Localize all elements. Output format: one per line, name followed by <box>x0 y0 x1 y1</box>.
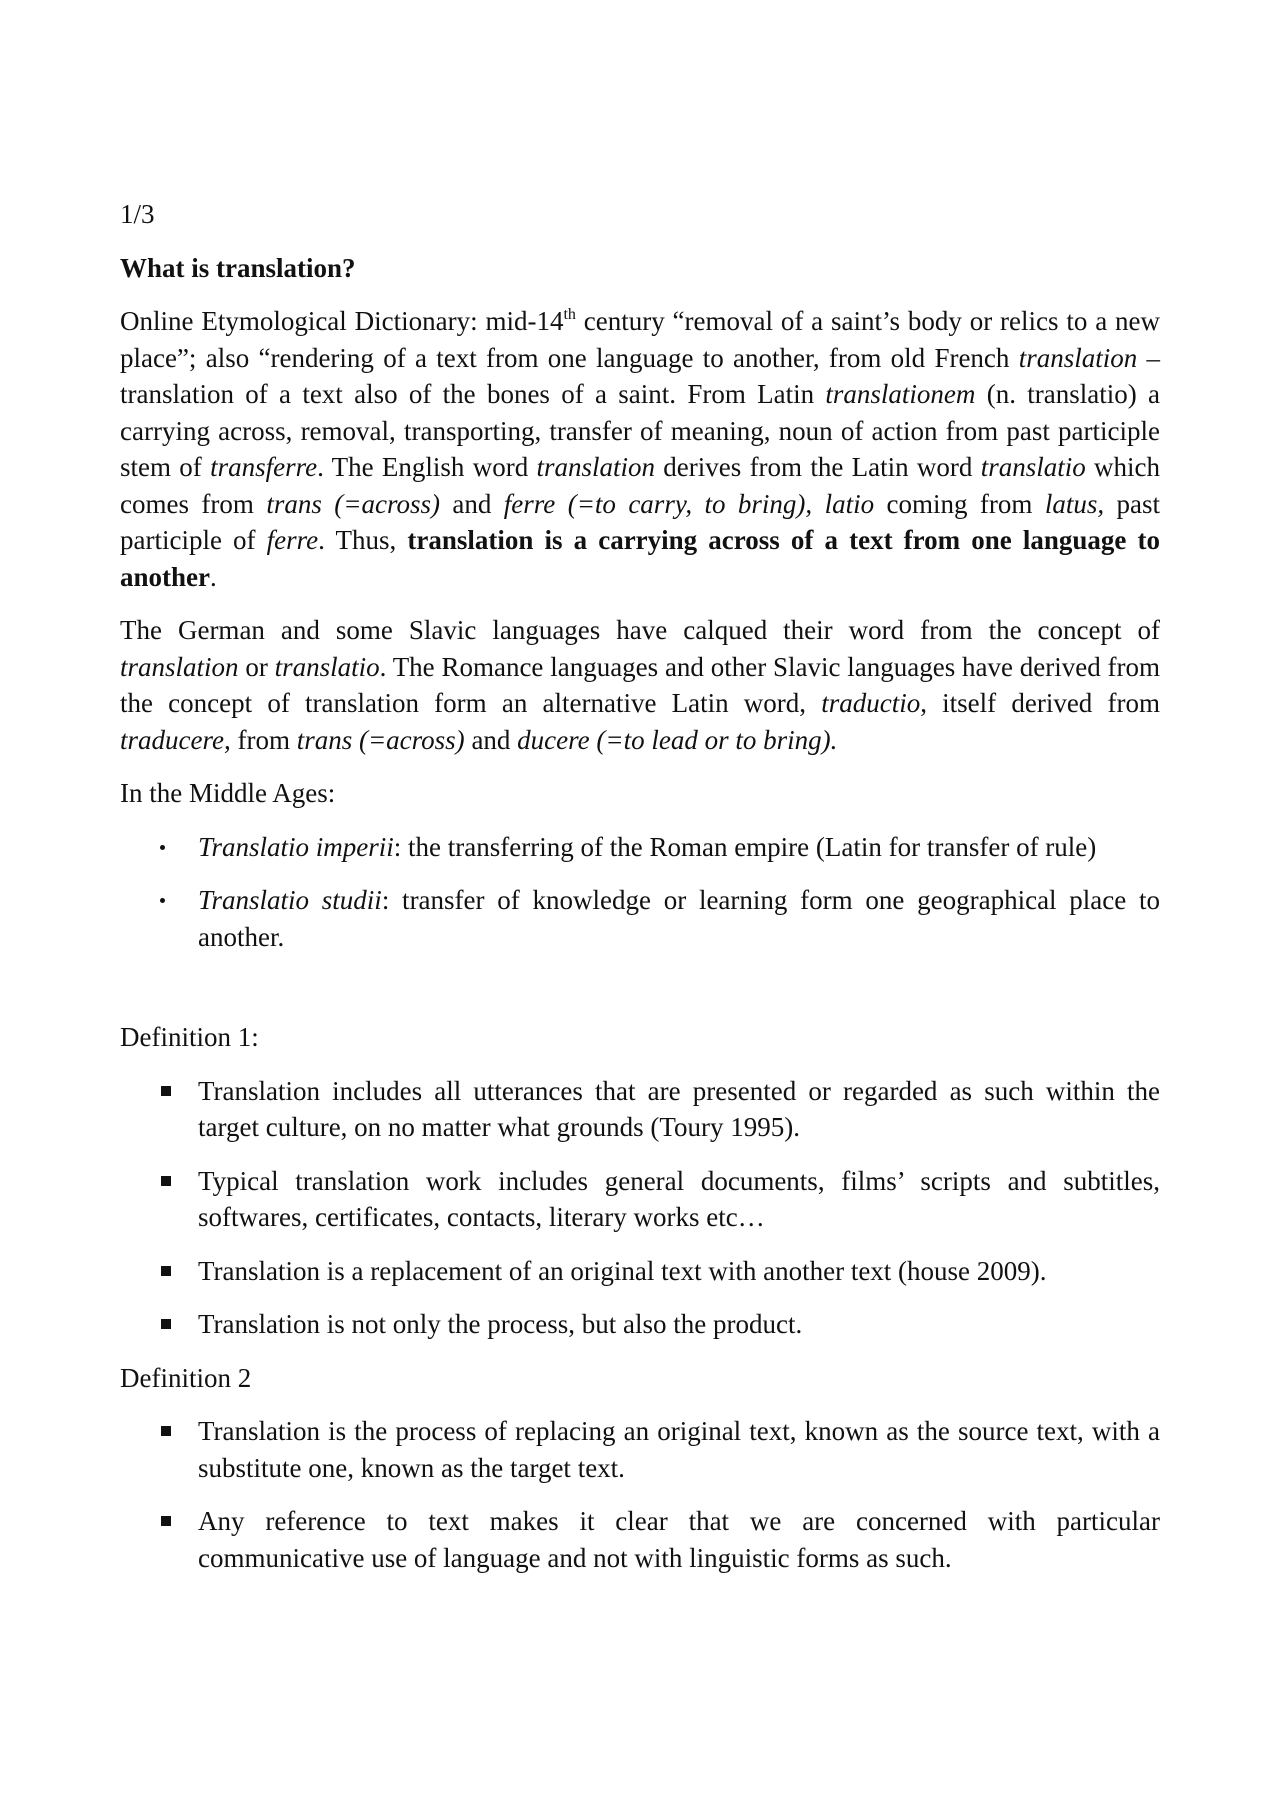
bullet-square-icon <box>161 1176 171 1186</box>
middle-ages-list <box>120 829 1160 956</box>
etymology-paragraph: Online Etymological Dictionary: mid-14th century “removal of a saint’s body or relics to a new place”; also “rendering of a text from one language to another, from old French translation – translation of a text also of the bones of a saint. From Latin translationem (n. translatio) a carrying across, removal, transporting, transfer of meaning, noun of action from past participle stem of transferre. The English word translation derives from the Latin word translatio which comes from trans (=across) and ferre (=to carry, to bring), latio coming from latus, past participle of ferre. Thus, translation is a carrying across of a text from one language to another. <box>120 306 1161 592</box>
definition-1-label: Definition 1: <box>120 1022 259 1052</box>
bullet-square-icon <box>161 1086 171 1096</box>
languages-paragraph: The German and some Slavic languages have calqued their word from the concept of translation or translatio. The Romance languages and other Slavic languages have derived from the concept of translation form an alternative Latin word, traductio, itself derived from traducere, from trans (=across) and ducere (=to lead or to bring). <box>120 615 1160 755</box>
bullet-square-icon <box>161 1516 171 1526</box>
bullet-dot-icon <box>160 898 165 903</box>
bullet-square-icon <box>161 1266 171 1276</box>
definition-2-label: Definition 2 <box>120 1362 252 1393</box>
bullet-dot-icon <box>160 845 165 850</box>
list-item: Any reference to text makes it clear that we are concerned with particular communicative use of language and not with linguistic forms as such. <box>120 1503 1160 1576</box>
page-number: 1/3 <box>120 199 155 229</box>
list-item: Translatio imperii: the transferring of the Roman empire (Latin for transfer of rule) <box>120 829 1160 866</box>
page-title: What is translation? <box>120 252 356 283</box>
definition-2-list <box>120 1413 1160 1576</box>
page-content <box>120 196 1160 1593</box>
middle-ages-label: In the Middle Ages: <box>120 778 336 808</box>
list-item: Translation is a replacement of an original text with another text (house 2009). <box>120 1253 1160 1290</box>
bullet-square-icon <box>161 1319 171 1329</box>
list-item: Translation includes all utterances that are presented or regarded as such within the target culture, on no matter what grounds (Toury 1995). <box>120 1073 1160 1146</box>
list-item: Translation is the process of replacing an original text, known as the source text, with a substitute one, known as the target text. <box>120 1413 1160 1486</box>
list-item: Translatio studii: transfer of knowledge or learning form one geographical place to another. <box>120 882 1160 955</box>
list-item: Typical translation work includes general documents, films’ scripts and subtitles, softwares, certificates, contacts, literary works etc… <box>120 1163 1160 1236</box>
list-item: Translation is not only the process, but also the product. <box>120 1306 1160 1343</box>
bullet-square-icon <box>161 1426 171 1436</box>
definition-1-list <box>120 1073 1160 1343</box>
